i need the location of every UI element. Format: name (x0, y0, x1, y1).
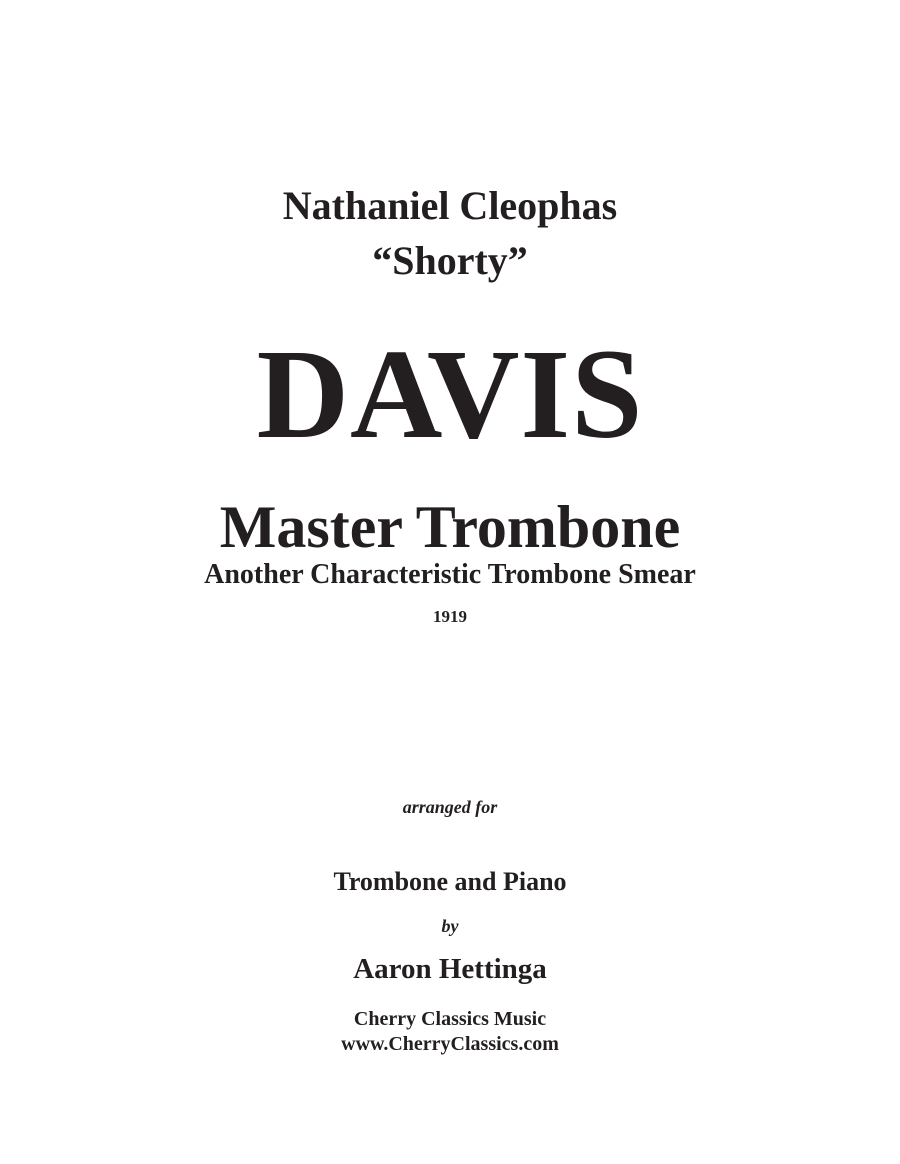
publisher-website: www.CherryClassics.com (341, 1033, 559, 1055)
publisher-name: Cherry Classics Music (353, 1008, 547, 1030)
piece-title: Master Trombone (219, 494, 681, 560)
instrumentation: Trombone and Piano (333, 867, 567, 896)
arranged-for-label: arranged for (402, 797, 498, 817)
arranger-name: Aaron Hettinga (353, 953, 547, 985)
by-label: by (441, 916, 459, 936)
composer-nickname: “Shorty” (372, 238, 528, 283)
composer-surname: DAVIS (256, 323, 644, 465)
composer-first-names: Nathaniel Cleophas (282, 183, 618, 228)
composition-year: 1919 (433, 607, 467, 626)
piece-subtitle: Another Characteristic Trombone Smear (204, 559, 696, 590)
